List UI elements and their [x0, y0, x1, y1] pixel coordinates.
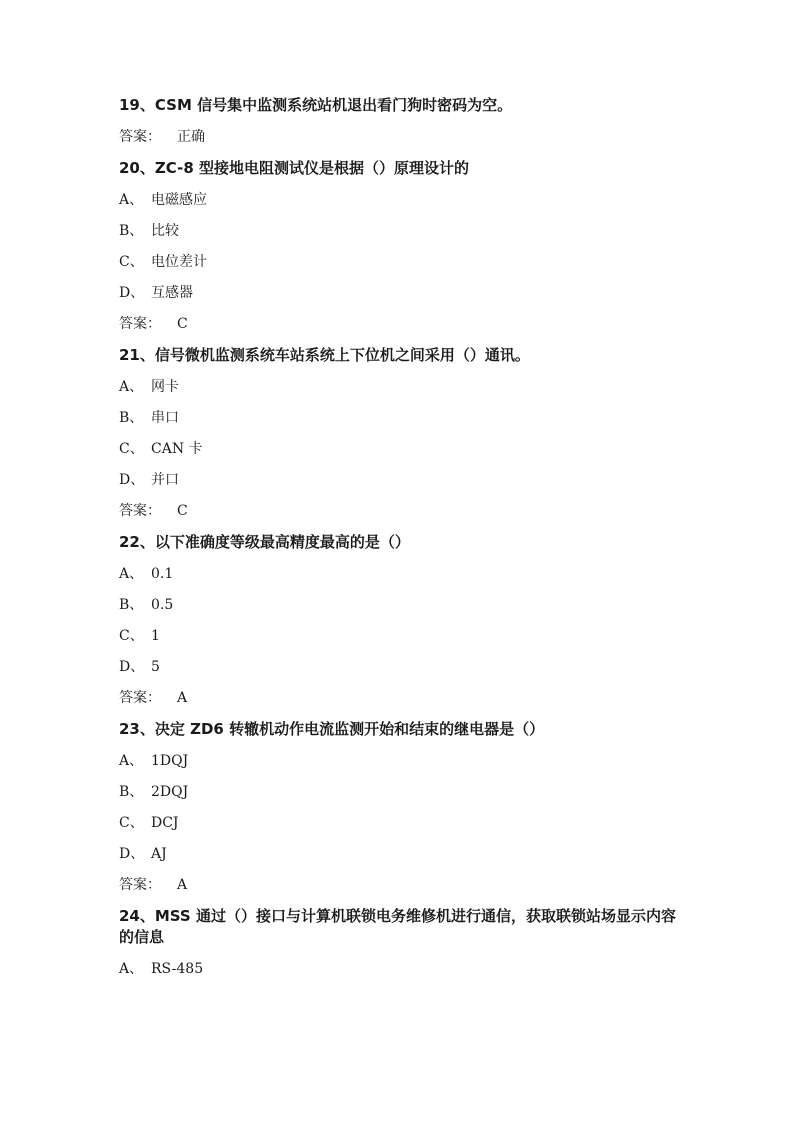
option-text: 电磁感应	[151, 192, 207, 208]
option-d	[119, 283, 679, 303]
answer-label: 答案：	[119, 316, 161, 332]
option-text: CAN 卡	[151, 441, 203, 457]
answer-line	[119, 127, 679, 147]
question-21	[119, 345, 679, 521]
option-text: 比较	[151, 223, 179, 239]
option-d	[119, 470, 679, 490]
answer-line	[119, 501, 679, 521]
option-label: C、	[119, 441, 144, 457]
question-stem: 19、CSM 信号集中监测系统站机退出看门狗时密码为空。	[119, 96, 513, 114]
answer-label: 答案：	[119, 129, 161, 145]
answer-line	[119, 314, 679, 334]
option-a	[119, 377, 679, 397]
option-c	[119, 439, 679, 459]
answer-value: 正确	[177, 129, 205, 145]
option-a	[119, 751, 679, 771]
option-text: 5	[151, 659, 160, 675]
option-label: B、	[119, 597, 144, 613]
answer-value: A	[177, 877, 188, 893]
option-text: AJ	[151, 846, 167, 862]
question-22	[119, 532, 679, 708]
option-label: B、	[119, 784, 144, 800]
option-text: 互感器	[151, 285, 193, 301]
option-label: A、	[119, 192, 144, 208]
option-c	[119, 626, 679, 646]
option-label: A、	[119, 961, 144, 977]
option-b	[119, 782, 679, 802]
option-label: D、	[119, 472, 145, 488]
option-a	[119, 190, 679, 210]
option-text: RS-485	[151, 961, 204, 977]
option-label: C、	[119, 815, 144, 831]
answer-value: C	[177, 316, 188, 332]
option-text: 网卡	[151, 379, 179, 395]
answer-line	[119, 688, 679, 708]
answer-value: A	[177, 690, 188, 706]
option-d	[119, 844, 679, 864]
question-stem: 20、ZC-8 型接地电阻测试仪是根据（）原理设计的	[119, 159, 469, 177]
document-page	[119, 95, 679, 990]
answer-label: 答案：	[119, 690, 161, 706]
option-text: 电位差计	[151, 254, 207, 270]
option-label: D、	[119, 285, 145, 301]
option-label: A、	[119, 566, 144, 582]
option-text: 0.1	[151, 566, 174, 582]
option-label: B、	[119, 223, 144, 239]
answer-line	[119, 875, 679, 895]
option-d	[119, 657, 679, 677]
answer-value: C	[177, 503, 188, 519]
option-label: D、	[119, 659, 145, 675]
question-stem: 21、信号微机监测系统车站系统上下位机之间采用（）通讯。	[119, 346, 530, 364]
option-a	[119, 564, 679, 584]
option-text: 并口	[151, 472, 179, 488]
option-text: 1DQJ	[151, 753, 189, 769]
option-b	[119, 408, 679, 428]
question-stem: 23、决定 ZD6 转辙机动作电流监测开始和结束的继电器是（）	[119, 720, 545, 738]
option-label: C、	[119, 628, 144, 644]
question-20	[119, 158, 679, 334]
option-c	[119, 252, 679, 272]
answer-label: 答案：	[119, 503, 161, 519]
option-label: D、	[119, 846, 145, 862]
option-b	[119, 221, 679, 241]
option-text: 串口	[151, 410, 179, 426]
option-c	[119, 813, 679, 833]
question-stem: 22、以下准确度等级最高精度最高的是（）	[119, 533, 410, 551]
option-text: DCJ	[151, 815, 179, 831]
option-text: 1	[151, 628, 160, 644]
option-label: A、	[119, 753, 144, 769]
option-text: 0.5	[151, 597, 174, 613]
question-23	[119, 719, 679, 895]
option-label: C、	[119, 254, 144, 270]
option-label: B、	[119, 410, 144, 426]
question-24	[119, 906, 679, 979]
option-text: 2DQJ	[151, 784, 189, 800]
question-19	[119, 95, 679, 147]
question-stem: 24、MSS 通过（）接口与计算机联锁电务维修机进行通信，获取联锁站场显示内容的信息	[119, 907, 676, 946]
answer-label: 答案：	[119, 877, 161, 893]
option-a	[119, 959, 679, 979]
option-b	[119, 595, 679, 615]
option-label: A、	[119, 379, 144, 395]
